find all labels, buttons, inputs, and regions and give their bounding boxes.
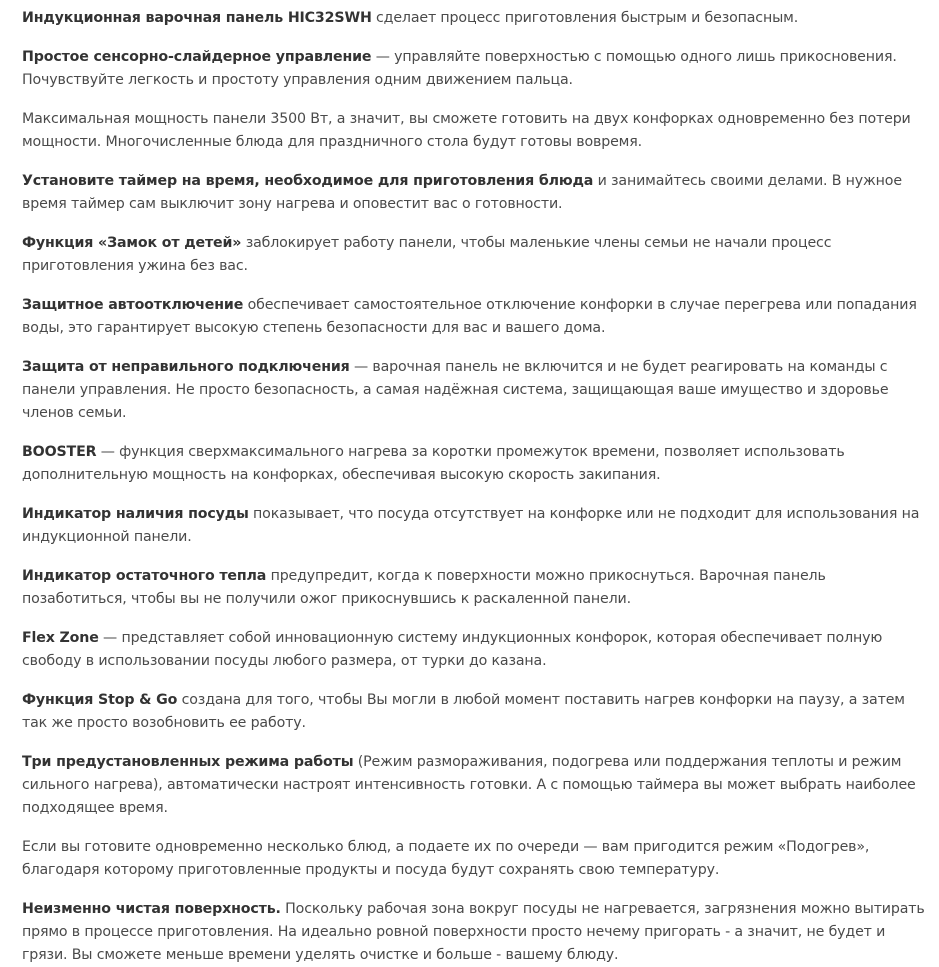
paragraph-lead: BOOSTER: [22, 444, 97, 460]
paragraph-lead: Защитное автоотключение: [22, 297, 244, 313]
paragraph-text: Поскольку рабочая зона вокруг посуды не нагревается, загрязнения можно вытирать прямо в процессе приготовления. На идеально ровной поверхности просто нечему пригорать - а значит, не будет и грязи. Вы сможете меньше времени уделять очистке и больше - вашему блюду.: [22, 901, 925, 963]
paragraph-text: заблокирует работу панели, чтобы маленькие члены семьи не начали процесс приготовления ужина без вас.: [22, 235, 832, 274]
paragraph-lead: Индикатор остаточного тепла: [22, 568, 267, 584]
paragraph-lead: Flex Zone: [22, 630, 99, 646]
paragraph-text: предупредит, когда к поверхности можно прикоснуться. Варочная панель позаботиться, чтобы вы не получили ожог прикоснувшись к раскаленной панели.: [22, 568, 826, 607]
paragraph-pan-indicator: [22, 503, 931, 549]
paragraph-text: создана для того, чтобы Вы могли в любой момент поставить нагрев конфорки на паузу, а затем так же просто возобновить ее работу.: [22, 692, 905, 731]
paragraph-text: — функция сверхмаксимального нагрева за коротки промежуток времени, позволяет использовать дополнительную мощность на конфорках, обеспечивая высокую скорость закипания.: [22, 444, 845, 483]
paragraph-timer: [22, 170, 931, 216]
paragraph-text: Максимальная мощность панели 3500 Вт, а значит, вы сможете готовить на двух конфорках одновременно без потери мощности. Многочисленные блюда для праздничного стола будут готовы вовремя.: [22, 111, 911, 150]
paragraph-text: (Режим размораживания, подогрева или поддержания теплоты и режим сильного нагрева), автоматически настроят интенсивность готовки. А с помощью таймера вы может выбрать наиболее подходящее время.: [22, 754, 916, 816]
paragraph-text: и занимайтесь своими делами. В нужное время таймер сам выключит зону нагрева и оповестит вас о готовности.: [22, 173, 902, 212]
paragraph-intro: [22, 7, 931, 30]
paragraph-clean-surface: [22, 898, 931, 967]
paragraph-child-lock: [22, 232, 931, 278]
paragraph-keep-warm: [22, 836, 931, 882]
paragraph-preset-modes: [22, 751, 931, 820]
paragraph-lead: Простое сенсорно-слайдерное управление: [22, 49, 372, 65]
paragraph-text: обеспечивает самостоятельное отключение конфорки в случае перегрева или попадания воды, это гарантирует высокую степень безопасности для вас и вашего дома.: [22, 297, 917, 336]
paragraph-lead: Индикатор наличия посуды: [22, 506, 249, 522]
paragraph-lead: Функция Stop & Go: [22, 692, 178, 708]
paragraph-lead: Индукционная варочная панель HIC32SWH: [22, 10, 372, 26]
paragraph-flex-zone: [22, 627, 931, 673]
paragraph-wrong-connection: [22, 356, 931, 425]
paragraph-text: — управляйте поверхностью с помощью одного лишь прикосновения. Почувствуйте легкость и простоту управления одним движением пальца.: [22, 49, 897, 88]
paragraph-text: показывает, что посуда отсутствует на конфорке или не подходит для использования на индукционной панели.: [22, 506, 920, 545]
paragraph-lead: Установите таймер на время, необходимое для приготовления блюда: [22, 173, 594, 189]
paragraph-stop-and-go: [22, 689, 931, 735]
paragraph-max-power: [22, 108, 931, 154]
paragraph-lead: Функция «Замок от детей»: [22, 235, 242, 251]
paragraph-booster: [22, 441, 931, 487]
paragraph-touch-control: [22, 46, 931, 92]
paragraph-text: — представляет собой инновационную систему индукционных конфорок, которая обеспечивает полную свободу в использовании посуды любого размера, от турки до казана.: [22, 630, 883, 669]
paragraph-lead: Неизменно чистая поверхность.: [22, 901, 281, 917]
paragraph-text: — варочная панель не включится и не будет реагировать на команды с панели управления. Не просто безопасность, а самая надёжная система, защищающая ваше имущество и здоровье членов семьи.: [22, 359, 889, 421]
paragraph-auto-shutoff: [22, 294, 931, 340]
paragraph-text: Если вы готовите одновременно несколько блюд, а подаете их по очереди — вам пригодится режим «Подогрев», благодаря которому приготовленные продукты и посуда будут сохранять свою температуру.: [22, 839, 870, 878]
paragraph-lead: Защита от неправильного подключения: [22, 359, 350, 375]
paragraph-lead: Три предустановленных режима работы: [22, 754, 354, 770]
paragraph-residual-heat: [22, 565, 931, 611]
paragraph-text: сделает процесс приготовления быстрым и безопасным.: [371, 10, 799, 26]
